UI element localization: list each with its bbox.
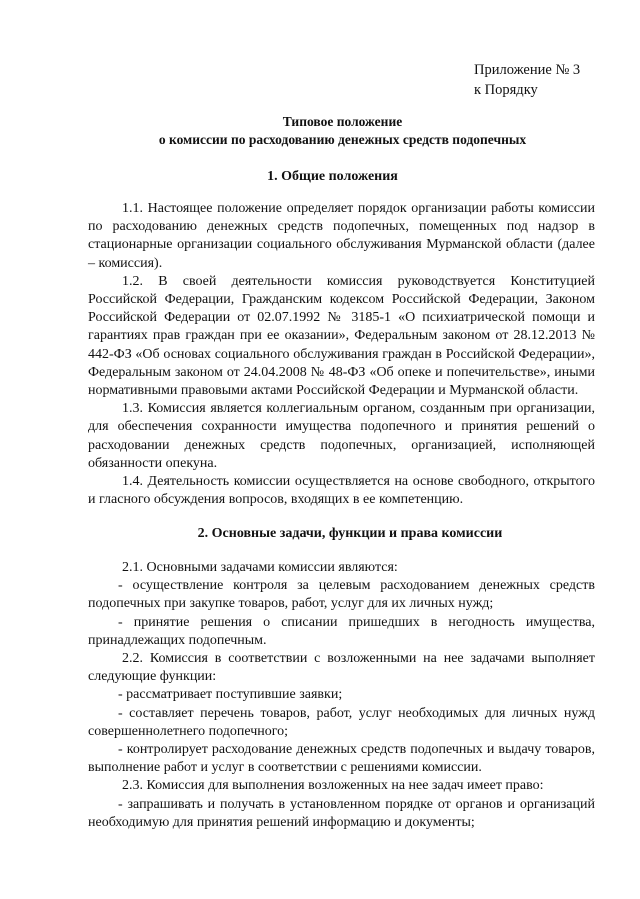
appendix-number: Приложение № 3 [474, 62, 581, 78]
section-2-heading: 2. Основные задачи, функции и права комиссии [197, 526, 503, 541]
paragraph-1-2: 1.2. В своей деятельности комиссия руководствуется Конституцией Российской Федерации, Гражданским кодексом Российской Федерации, Законом Российской Федерации от 02.07.1992 № 3185-1 «О психиатрической помощи и гарантиях прав граждан при ее оказании», Федеральным законом от 28.12.2013 № 442-ФЗ «Об основах социального обслуживания граждан в Российской Федерации», Федеральным законом от 24.04.2008 № 48-ФЗ «Об опеке и попечительстве», иными нормативными правовыми актами Российской Федерации и Мурманской области. [88, 273, 595, 399]
section-2-body [88, 559, 595, 832]
list-item-monitoring: - контролирует расходование денежных средств подопечных и выдачу товаров, выполнение работ и услуг в соответствии с решениями комиссии. [88, 742, 595, 776]
section-1-body [88, 200, 595, 509]
paragraph-1-4: 1.4. Деятельность комиссии осуществляется на основе свободного, открытого и гласного обсуждения вопросов, входящих в ее компетенцию. [88, 474, 595, 508]
paragraph-2-1: 2.1. Основными задачами комиссии являются: [122, 560, 398, 575]
appendix-reference [474, 60, 580, 100]
title-line-1: Типовое положение [282, 114, 403, 129]
list-item-writeoff: - принятие решения о списании пришедших в негодность имущества, принадлежащих подопечным. [88, 614, 595, 648]
list-item-control: - осуществление контроля за целевым расходованием денежных средств подопечных при закупке товаров, работ, услуг для их личных нужд; [88, 578, 595, 612]
paragraph-2-3: 2.3. Комиссия для выполнения возложенных на нее задач имеет право: [122, 778, 544, 794]
paragraph-2-2: 2.2. Комиссия в соответствии с возложенными на нее задачами выполняет следующие функции: [88, 651, 595, 685]
list-item-requests: - рассматривает поступившие заявки; [118, 687, 343, 703]
appendix-to-order: к Порядку [474, 82, 538, 98]
document-title [0, 113, 640, 149]
paragraph-1-1: 1.1. Настоящее положение определяет порядок организации работы комиссии по расходованию денежных средств подопечных, помещенных под надзор в стационарные организации социального обслуживания Мурманской области (далее – комиссия). [88, 201, 595, 271]
paragraph-1-3: 1.3. Комиссия является коллегиальным органом, созданным при организации, для обеспечения сохранности имущества подопечного и принятия решений о расходовании денежных средств подопечных, организацией, исполняющей обязанности опекуна. [88, 401, 595, 471]
title-line-2: о комиссии по расходованию денежных средств подопечных [158, 132, 527, 147]
list-item-request-info: - запрашивать и получать в установленном порядке от органов и организаций необходимую для принятия решений информацию и документы; [88, 796, 595, 830]
section-1-heading: 1. Общие положения [267, 169, 398, 184]
list-item-goods-list: - составляет перечень товаров, работ, услуг необходимых для личных нужд совершеннолетнего подопечного; [88, 705, 595, 739]
